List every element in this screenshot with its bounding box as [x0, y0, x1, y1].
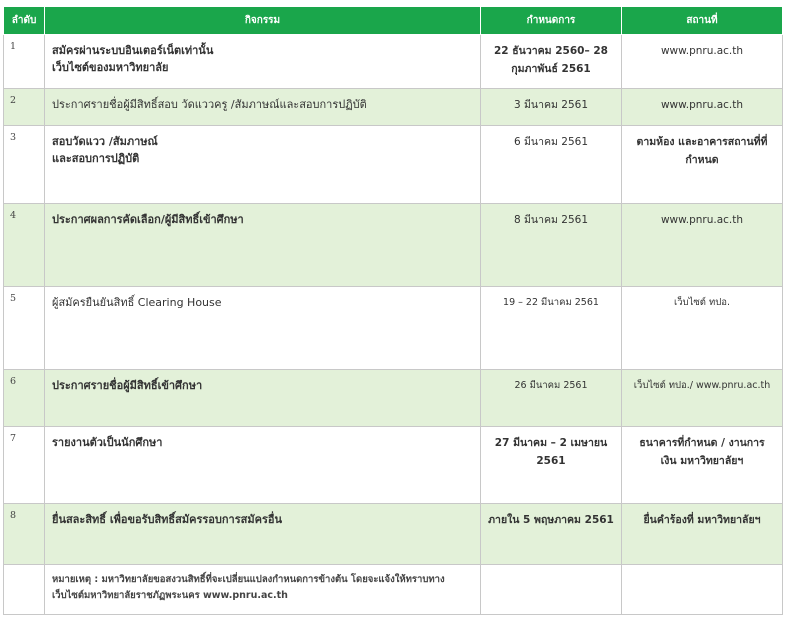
row-number: 4	[4, 204, 45, 287]
header-activity: กิจกรรม	[45, 7, 481, 35]
row-number: 3	[4, 126, 45, 204]
activity-cell	[45, 370, 481, 427]
activity-text: รายงานตัวเป็นนักศึกษา	[52, 436, 163, 449]
venue-cell	[622, 126, 783, 204]
date-cell	[481, 370, 622, 427]
date-text: 22 ธันวาคม 2560– 28	[494, 45, 608, 57]
activity-cell	[45, 126, 481, 204]
venue-cell	[622, 427, 783, 504]
row-number: 1	[4, 35, 45, 89]
row-number: 5	[4, 287, 45, 370]
table-header-row	[4, 7, 783, 35]
date-cell	[481, 126, 622, 204]
activity-text: ประกาศรายชื่อผู้มีสิทธิ์สอบ วัดแววครู /สัมภาษณ์และสอบการปฏิบัติ	[52, 98, 367, 111]
activity-text: ยื่นสละสิทธิ์ เพื่อขอรับสิทธิ์สมัครรอบการสมัครอื่น	[52, 513, 282, 526]
date-cell	[481, 35, 622, 89]
table-row	[4, 204, 783, 287]
note-row	[4, 565, 783, 615]
venue-text: ธนาคารที่กำหนด / งานการ	[639, 437, 765, 449]
activity-text: สอบวัดแวว /สัมภาษณ์	[52, 135, 158, 148]
activity-cell	[45, 287, 481, 370]
table-row	[4, 287, 783, 370]
date-text: 2561	[536, 455, 566, 467]
header-schedule: กำหนดการ	[481, 7, 622, 35]
activity-text: เว็บไซต์ของมหาวิทยาลัย	[52, 61, 169, 74]
date-cell	[481, 504, 622, 565]
date-text: 8 มีนาคม 2561	[513, 214, 589, 226]
venue-text: เว็บไซต์ ทปอ./ www.pnru.ac.th	[633, 380, 771, 391]
date-text: 26 มีนาคม 2561	[514, 380, 588, 391]
venue-text: กำหนด	[685, 154, 719, 166]
venue-text: www.pnru.ac.th	[660, 45, 744, 57]
activity-cell	[45, 504, 481, 565]
date-text: กุมภาพันธ์ 2561	[511, 63, 591, 75]
venue-text: ตามห้อง และอาคารสถานที่ที่	[636, 136, 768, 148]
date-cell	[481, 204, 622, 287]
table-row	[4, 89, 783, 126]
date-cell	[481, 89, 622, 126]
empty-cell	[622, 565, 783, 615]
date-text: 3 มีนาคม 2561	[513, 99, 589, 111]
note-text: เว็บไซต์มหาวิทยาลัยราชภัฏพระนคร www.pnru.ac.th	[52, 590, 288, 601]
venue-text: www.pnru.ac.th	[660, 214, 744, 226]
empty-cell	[481, 565, 622, 615]
date-text: 6 มีนาคม 2561	[513, 136, 589, 148]
row-number: 6	[4, 370, 45, 427]
table-row	[4, 427, 783, 504]
row-number: 2	[4, 89, 45, 126]
table-row	[4, 35, 783, 89]
venue-text: เว็บไซต์ ทปอ.	[673, 297, 731, 308]
activity-text: สมัครผ่านระบบอินเตอร์เน็ตเท่านั้น	[52, 44, 214, 57]
row-number: 8	[4, 504, 45, 565]
date-text: ภายใน 5 พฤษภาคม 2561	[488, 514, 614, 526]
venue-cell	[622, 89, 783, 126]
date-text: 27 มีนาคม – 2 เมษายน	[494, 437, 608, 449]
schedule-table	[3, 6, 783, 615]
venue-cell	[622, 204, 783, 287]
table-row	[4, 370, 783, 427]
header-venue: สถานที่	[622, 7, 783, 35]
activity-text: และสอบการปฏิบัติ	[52, 152, 140, 165]
venue-cell	[622, 504, 783, 565]
activity-cell	[45, 204, 481, 287]
activity-cell	[45, 35, 481, 89]
date-text: 19 – 22 มีนาคม 2561	[503, 297, 599, 308]
header-no: ลำดับ	[4, 7, 45, 35]
table-row	[4, 126, 783, 204]
activity-text: ประกาศรายชื่อผู้มีสิทธิ์เข้าศึกษา	[52, 379, 203, 392]
venue-text: เงิน มหาวิทยาลัยฯ	[660, 455, 744, 467]
activity-cell	[45, 427, 481, 504]
date-cell	[481, 287, 622, 370]
activity-text: ผู้สมัครยืนยันสิทธิ์ Clearing House	[52, 296, 222, 309]
venue-cell	[622, 287, 783, 370]
date-cell	[481, 427, 622, 504]
note-cell	[45, 565, 481, 615]
empty-cell	[4, 565, 45, 615]
activity-cell	[45, 89, 481, 126]
activity-text: ประกาศผลการคัดเลือก/ผู้มีสิทธิ์เข้าศึกษา	[52, 213, 244, 226]
venue-text: www.pnru.ac.th	[660, 99, 744, 111]
venue-cell	[622, 35, 783, 89]
venue-text: ยื่นคำร้องที่ มหาวิทยาลัยฯ	[643, 514, 761, 526]
row-number: 7	[4, 427, 45, 504]
note-text: หมายเหตุ : มหาวิทยาลัยขอสงวนสิทธิ์ที่จะเปลี่ยนแปลงกำหนดการข้างต้น โดยจะแจ้งให้ทราบทาง	[52, 574, 445, 585]
venue-cell	[622, 370, 783, 427]
table-row	[4, 504, 783, 565]
